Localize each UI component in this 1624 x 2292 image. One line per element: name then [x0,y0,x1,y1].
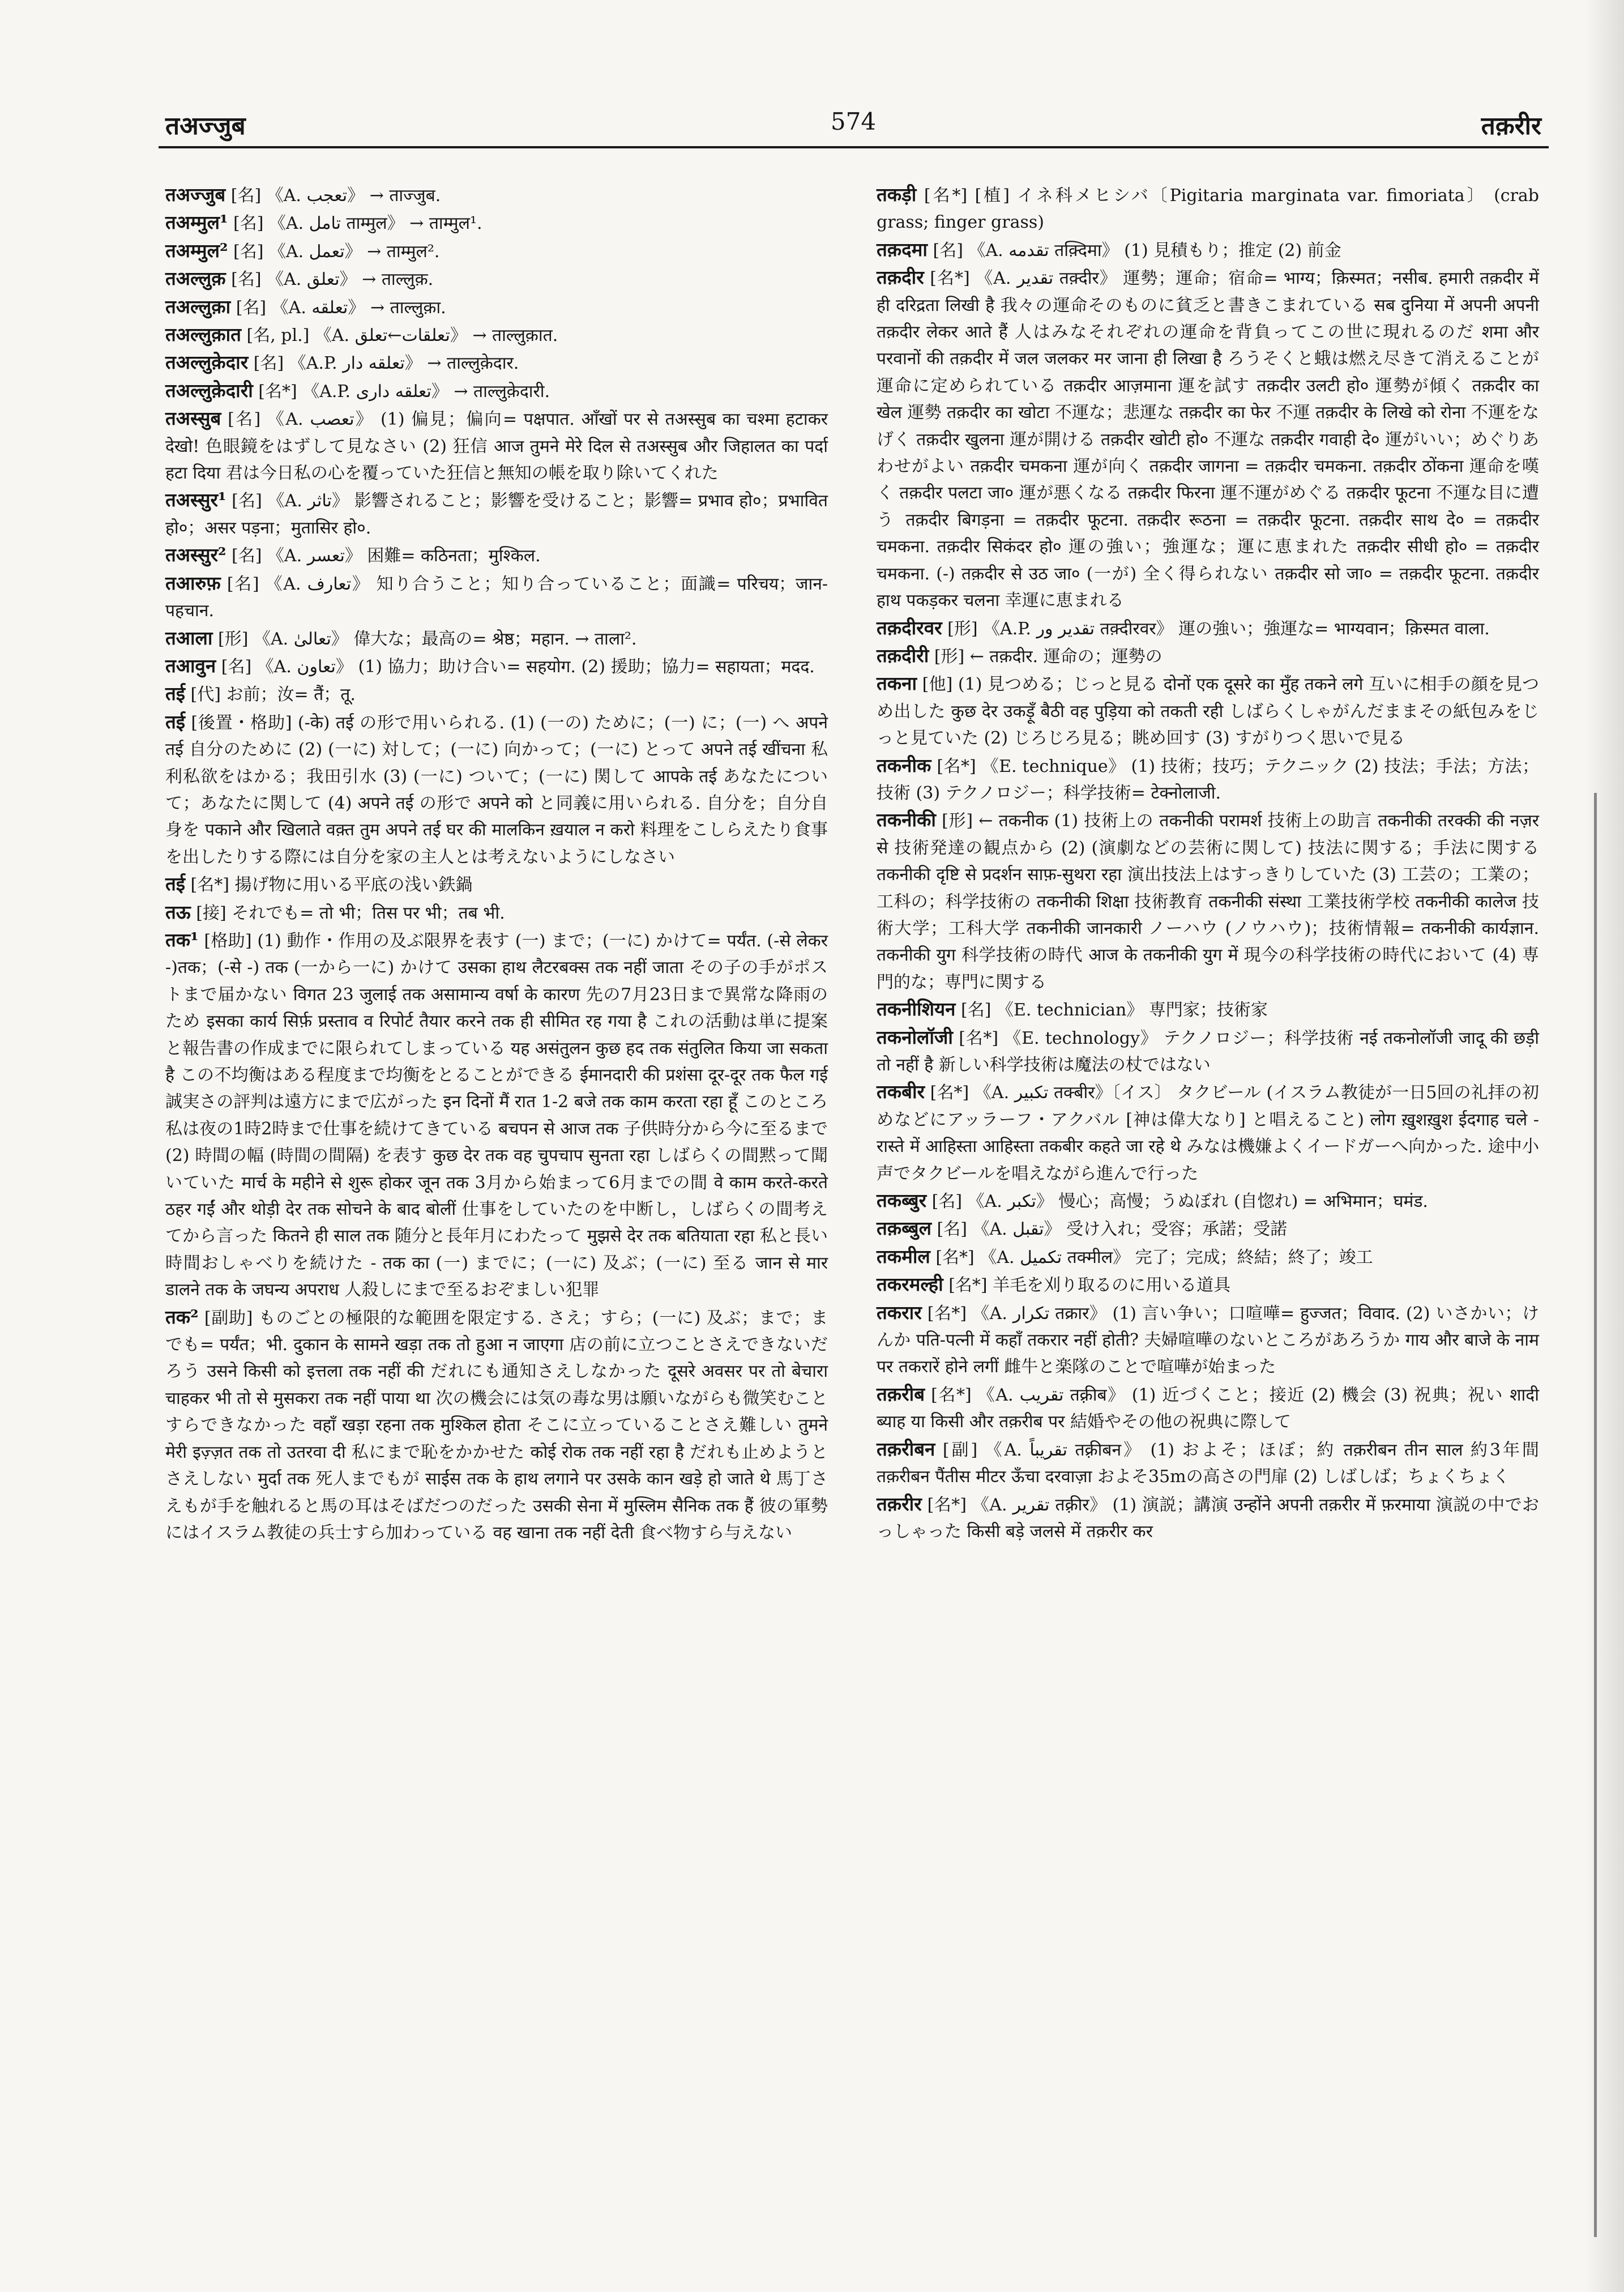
entry-headword: तई [165,682,186,705]
entry-headword: तई [165,873,186,895]
entry-body: [名] 《A. تاثر》 影響されること；影響を受けること；影響= प्रभाव हो०；प्रभावित हो०；असर पड़ना；मुतासिर हो०. [165,491,828,538]
dictionary-entry [165,652,828,680]
entry-headword: तक़दीर [877,266,924,289]
entry-body: [名] 《A. تقبل》 受け入れ；受容；承諾；受諾 [931,1219,1288,1240]
entry-headword: तअल्लुक़ा [165,295,231,318]
dictionary-entry [877,236,1539,264]
right-column [877,181,1539,1545]
dictionary-entry [877,1299,1539,1381]
entry-body: [名*] 《A. تکرار तक्रार》 (1) 言い争い；口喧嘩= हुज्जत；विवाद. (2) いさかい；けんか पति-पत्नी में कहाँ तकरार नहीं होती? 夫婦喧嘩のないところがあろうか गाय और बाजे के नाम पर तकरारें होने लगीं 雌牛と楽隊のことで喧嘩が始まった [877,1303,1540,1377]
entry-headword: तक़रीब [877,1382,925,1405]
dictionary-entry [165,927,828,1304]
dictionary-entry [165,181,828,209]
left-column [165,181,828,1546]
dictionary-entry [165,405,828,486]
entry-body: [接] それでも= तो भी；तिस पर भी；तब भी. [190,903,505,923]
dictionary-entry [877,670,1539,752]
dictionary-entry [165,870,828,898]
dictionary-entry [165,237,828,265]
entry-body: [名*] 《A. تکبیر तक्बीर》〔イス〕 タクビール (イスラム教徒が一日5回の礼拝の初めなどにアッラーフ・アクバル [神は偉大なり] と唱えること) लोग ख़ुशख़ुश ईदगाह चले - रास्ते में आहिस्ता आहिस्ता तकबीर कहते जा रहे थे みなは機嫌よくイードガーへ向かった. 途中小声でタクビールを唱えながら進んで行った [877,1083,1539,1184]
entry-headword: तकनीक [877,754,931,776]
entry-headword: तकरार [877,1301,922,1324]
entry-body: [名] 《A. تعصب》 (1) 偏見；偏向= पक्षपात. आँखों पर से तअस्सुब का चश्मा हटाकर देखो! 色眼鏡をはずして見なさい (2) 狂信 आज तुमने मेरे दिल से तअस्सुब और जिहालत का पर्दा हटा दिया 君は今日私の心を覆っていた狂信と無知の帳を取り除いてくれた [165,409,828,484]
entry-body: [名] 《E. technician》 専門家；技術家 [955,1000,1268,1021]
entry-headword: तअस्सुर¹ [165,489,226,511]
entry-headword: तकब्बुर [877,1189,927,1212]
entry-body: [形] 《A.P. تقدیر ور तक़्दीरवर》 運の強い；強運な= भाग्यवान；क़िस्मत वाला. [942,618,1490,639]
entry-body: [形] ← तकनीक (1) 技術上の तकनीकी परामर्श 技術上の助言 तकनीकी तरक्की की नज़र से 技術発達の観点から (2) (演劇などの芸術に関して) 技法に関する；手法に関する तकनीकी दृष्टि से प्रदर्शन साफ़-सुथरा रहा 演出技法上はすっきりしていた (3) 工芸の；工業の；工科の；科学技術の तकनीकी शिक्षा 技術教育 तकनीकी संस्था 工業技術学校 तकनीकी कालेज 技術大学；工科大学 तकनीकी जानकारी ノーハウ (ノウハウ)；技術情報= तकनीकी कार्यज्ञान. तकनीकी युग 科学技術の時代 आज के तकनीकी युग में 現今の科学技術の時代において (4) 専門的な；専門に関する [877,811,1539,992]
entry-body: [格助] (1) 動作・作用の及ぶ限界を表す (一) まで；(一に) かけて= पर्यंत. (-से लेकर -)तक；(-से -) तक (一から一に) かけて उसका हाथ लैटरबक्स तक नहीं जाता その子の手がポストまで届かない विगत 23 जुलाई तक असामान्य वर्षा के कारण 先の7月23日まで異常な降雨のため इसका कार्य सिर्फ़ प्रस्ताव व रिपोर्ट तैयार करने तक ही सीमित रह गया है これの活動は単に提案と報告書の作成までに限られてしまっている यह असंतुलन कुछ हद तक संतुलित किया जा सकता है この不均衡はある程度まで均衡をとることができる ईमानदारी की प्रशंसा दूर-दूर तक फैल गई 誠実さの評判は遠方にまで広がった इन दिनों मैं रात 1-2 बजे तक काम करता रहा हूँ このところ私は夜の1時2時まで仕事を続けてきている बचपन से आज तक 子供時分から今に至るまで (2) 時間の幅 (時間の間隔) を表す कुछ देर तक वह चुपचाप सुनता रहा しばらくの間黙って聞いていた मार्च के महीने से शुरू होकर जून तक 3月から始まって6月までの間 वे काम करते-करते ठहर गईं और थोड़ी देर तक सोचने के बाद बोलीं 仕事をしていたのを中断し，しばらくの間考えてから言った कितने ही साल तक 随分と長年月にわたって मुझसे देर तक बतियाता रहा 私と長い時間おしゃべりを続けた - तक का (一) までに；(一に) 及ぶ；(一に) 至る जान से मार डालने तक के जघन्य अपराध 人殺しにまで至るおぞましい犯罪 [165,931,828,1300]
entry-body: [名] 《A. تعجب》 → ताज्जुब. [225,186,441,206]
dictionary-entry [877,614,1539,642]
entry-headword: तक़रीबन [877,1437,935,1460]
entry-body: [副] 《A. تقریباً तक़्रीबन》 (1) およそ；ほぼ；約 तक़रीबन तीन साल 約3年間 तक़रीबन पैंतीस मीटर ऊँचा दरवाज़ा およそ35mの高さの門扉 (2) しばしば；ちょくちょく [877,1440,1539,1487]
entry-headword: तक़दीरी [877,644,929,667]
entry-headword: तआरुफ़ [165,571,221,594]
entry-headword: तअम्मुल² [165,239,228,262]
entry-body: [名*] [植] イネ科メヒシバ〔Pigitaria marginata var. fimoriata〕 (crab grass; finger grass) [877,186,1539,233]
dictionary-entry [165,680,828,708]
entry-headword: तकड़ी [877,183,917,206]
entry-body: [名*] 《A. تقریب तक़्रीब》 (1) 近づくこと；接近 (2) 機会 (3) 祝典；祝い शादी ब्याह या किसी और तक़रीब पर 結婚やその他の祝典に際して [877,1385,1540,1432]
entry-body: [名] 《A. تعسر》 困難= कठिनता；मुश्किल. [226,546,541,566]
entry-body: [他] (1) 見つめる；じっと見る दोनों एक दूसरे का मुँह तकने लगे 互いに相手の顔を見つめ出した कुछ देर उकड़ूँ बैठी वह पुड़िया को तकती रही しばらくしゃがんだままその紙包みをじっと見ていた (2) じろじろ見る；眺め回す (3) すがりつく思いで見る [877,675,1539,749]
entry-body: [形] 《A. تعالیٰ》 偉大な；最高の= श्रेष्ठ；महान. → ताला². [212,629,637,649]
entry-headword: तकमील [877,1245,930,1267]
entry-headword: तअस्सुर² [165,544,226,566]
entry-body: [名*] 《A. تقدیر तक़्दीर》 運勢；運命；宿命= भाग्य；क़िस्मत；नसीब. हमारी तक़दीर में ही दरिद्रता लिखी है 我々の運命そのものに貧乏と書きこまれている सब दुनिया में अपनी अपनी तक़दीर लेकर आते हैं 人はみなそれぞれの運命を背負ってこの世に現れるのだ शमा और परवानों की तक़दीर में जल जलकर मर जाना ही लिखा है ろうそくと蛾は燃え尽きて消えることが運命に定められている तक़दीर आज़माना 運を試す तक़दीर उलटी हो० 運勢が傾く तक़दीर का खेल 運勢 तक़दीर का खोटा 不運な；悲運な तक़दीर का फेर 不運 तक़दीर के लिखे को रोना 不運をなげく तक़दीर खुलना 運が開ける तक़दीर खोटी हो० 不運な तक़दीर गवाही दे० 運がいい；めぐりあわせがよい तक़दीर चमकना 運が向く तक़दीर जागना = तक़दीर चमकना. तक़दीर ठोंकना 運命を嘆く तक़दीर पलटा जा० 運が悪くなる तक़दीर फिरना 運不運がめぐる तक़दीर फूटना 不運な目に遭う तक़दीर बिगड़ना = तक़दीर फूटना. तक़दीर रूठना = तक़दीर फूटना. तक़दीर साथ दे० = तक़दीर चमकना. तक़दीर सिकंदर हो० 運の強い；強運な；運に恵まれた तक़दीर सीधी हो० = तक़दीर चमकना. (-) तक़दीर से उठ जा० (一が) 全く得られない तक़दीर सो जा० = तक़दीर फूटना. तक़दीर हाथ पकड़कर चलना 幸運に恵まれる [877,268,1539,611]
dictionary-entry [877,1436,1539,1491]
dictionary-entry [165,209,828,237]
entry-body: [名*] 《E. technique》 (1) 技術；技巧；テクニック (2) 技法；手法；方法；技術 (3) テクノロジー；科学技術= टेक्नोलाजी. [877,756,1539,803]
entry-headword: तआला [165,626,213,649]
entry-body: [名] 《A. تکبر》 慢心；高慢；うぬぼれ (自惚れ) = अभिमान；घमंड. [926,1192,1428,1212]
entry-headword: तकनीकी [877,809,936,831]
entry-body: [名*] 《A. تقریر तक़्रीर》 (1) 演説；講演 उन्होंने अपनी तक़रीर में फ़रमाया 演説の中でおっしゃった किसी बड़े जलसे में तक़रीर कर [877,1495,1540,1542]
dictionary-entry [165,377,828,405]
entry-body: [形] ← तक़दीर. 運命の；運勢の [929,646,1163,667]
dictionary-entry [877,1215,1539,1243]
entry-headword: तकबीर [877,1081,925,1103]
dictionary-entry [165,293,828,321]
dictionary-entry [877,181,1539,236]
dictionary-entry [877,1271,1539,1299]
entry-headword: तक़ब्बुल [877,1217,931,1240]
dictionary-entry [877,1187,1539,1215]
entry-headword: तक़दमा [877,238,928,261]
entry-headword: तक¹ [165,928,199,951]
entry-body: [名*] 《E. technology》 テクノロジー；科学技術 नई तकनोलॉजी जादू की छड़ी तो नहीं है 新しい科学技術は魔法の杖ではない [877,1028,1539,1075]
page-edge-shadow [1584,0,1624,2292]
entry-headword: तअम्मुल¹ [165,211,228,234]
dictionary-entry [165,265,828,293]
dictionary-entry [165,708,828,870]
dictionary-entry [877,806,1539,996]
entry-body: [名] 《A.P. تعلقه دار》 → ताल्लुक़ेदार. [248,353,519,374]
entry-body: [名] 《A. تامل ताम्मुल》 → ताम्मुल¹. [228,214,482,234]
entry-body: [名] 《A. تعمل》 → ताम्मुल². [228,241,440,262]
dictionary-entry [877,996,1539,1023]
page-number: 574 [830,108,877,135]
entry-body: [代] お前；汝= तैं；तू. [185,685,356,705]
entry-body: [名] 《A. تعلق》 → ताल्लुक़. [225,270,434,290]
dictionary-entry [165,899,828,927]
dictionary-entry [877,642,1539,670]
entry-headword: तअज्जुब [165,183,226,206]
dictionary-entry [165,321,828,349]
entry-body: [名*] 《A. تکمیل तक्मील》 完了；完成；終結；終了；竣工 [930,1247,1373,1267]
entry-headword: तऊ [165,900,191,923]
entry-headword: तअल्लुक़ेदारी [165,379,253,402]
entry-body: [名] 《A. تعاون》 (1) 協力；助け合い= सहयोग. (2) 援助；協力= सहायता；मदद. [216,656,815,677]
running-head-right: तक़रीर [1481,112,1541,140]
dictionary-entry [877,1381,1539,1436]
dictionary-entry [165,570,828,625]
dictionary-entry [877,1491,1539,1546]
page-header [165,108,1541,142]
dictionary-entry [165,625,828,652]
dictionary-entry [877,1078,1539,1187]
entry-headword: तकनीशियन [877,998,956,1021]
entry-body: [名*] 揚げ物に用いる平底の浅い鉄鍋 [185,875,473,895]
entry-body: [名] 《A. تعلقه》 → ताल्लुक़ा. [230,297,446,318]
dictionary-entry [165,349,828,377]
dictionary-entry [877,752,1539,807]
entry-body: [名*] 羊毛を刈り取るのに用いる道具 [943,1275,1231,1296]
entry-headword: तअल्लुक़ेदार [165,351,249,374]
entry-headword: तआवुन [165,654,216,677]
entry-body: [副助] ものごとの極限的な範囲を限定する. さえ；すら；(一に) 及ぶ；まで；までも= पर्यंत；भी. दुकान के सामने खड़ा तक तो हुआ न जाएगा 店の前に立つことさえできないだろう उसने किसी को इत्तला तक नहीं की だれにも通知さえしなかった दूसरे अवसर पर तो बेचारा चाहकर भी तो से मुसकरा तक नहीं पाया था 次の機会には気の毒な男は願いながらも微笑むことすらできなかった वहाँ खड़ा रहना तक मुश्किल होता そこに立っていることさえ難しい तुमने मेरी इज़्ज़त तक तो उतरवा दी 私にまで恥をかかせた कोई रोक तक नहीं रहा है だれも止めようとさえしない मुर्दा तक 死人までもが साईस तक के हाथ लगाने पर उसके कान खड़े हो जाते थे 馬丁さえもが手を触れると馬の耳はそばだつのだった उसकी सेना में मुस्लिम सैनिक तक हैं 彼の軍勢にはイスラム教徒の兵士すら加わっている वह खाना तक नहीं देती 食べ物すら与えない [165,1308,828,1543]
entry-headword: तकरमल्ही [877,1273,943,1296]
dictionary-entry [877,1243,1539,1271]
header-rule [159,146,1549,148]
dictionary-entry [165,541,828,569]
dictionary-entry [877,1024,1539,1079]
entry-headword: तकना [877,672,917,695]
entry-headword: तअस्सुब [165,407,221,430]
entry-headword: तक़रीर [877,1492,922,1515]
entry-headword: तअल्लुक़ [165,267,226,290]
dictionary-entry [165,486,828,541]
entry-headword: तकनोलॉजी [877,1026,953,1048]
entry-body: [名*] 《A.P. تعلقه داری》 → ताल्लुक़ेदारी. [253,381,550,402]
running-head-left: तअज्जुब [165,112,246,140]
entry-headword: तक़दीरवर [877,616,942,639]
entry-body: [名, pl.] 《A. تعلقات←تعلق》 → ताल्लुक़ात. [241,326,558,346]
entry-headword: तई [165,710,186,733]
dictionary-entry [877,264,1539,614]
entry-headword: तक² [165,1305,199,1328]
entry-body: [後置・格助] (-के) तई の形で用いられる. (1) (一の) ために；(一) に；(一) へ अपने तई 自分のために (2) (一に) 対して；(一に) 向かって；(一に) とって अपने तई खींचना 私利私欲をはかる；我田引水 (3) (一に) ついて；(一に) 関して आपके तई あなたについて；あなたに関して (4) अपने तई の形で अपने को と同義に用いられる. 自分を；自分自身を पकाने और खिलाते वक़्त तुम अपने तई घर की मालकिन ख़याल न करो 料理をこしらえたり食事を出したりする際には自分を家の主人とは考えないようにしなさい [165,712,828,867]
entry-body: [名] 《A. تقدمه तक़्दिमा》 (1) 見積もり；推定 (2) 前金 [927,240,1341,261]
entry-headword: तअल्लुक़ात [165,323,241,346]
dictionary-entry [165,1304,828,1547]
entry-body: [名] 《A. تعارف》 知り合うこと；知り合っていること；面識= परिचय；जान-पहचान. [165,574,828,621]
